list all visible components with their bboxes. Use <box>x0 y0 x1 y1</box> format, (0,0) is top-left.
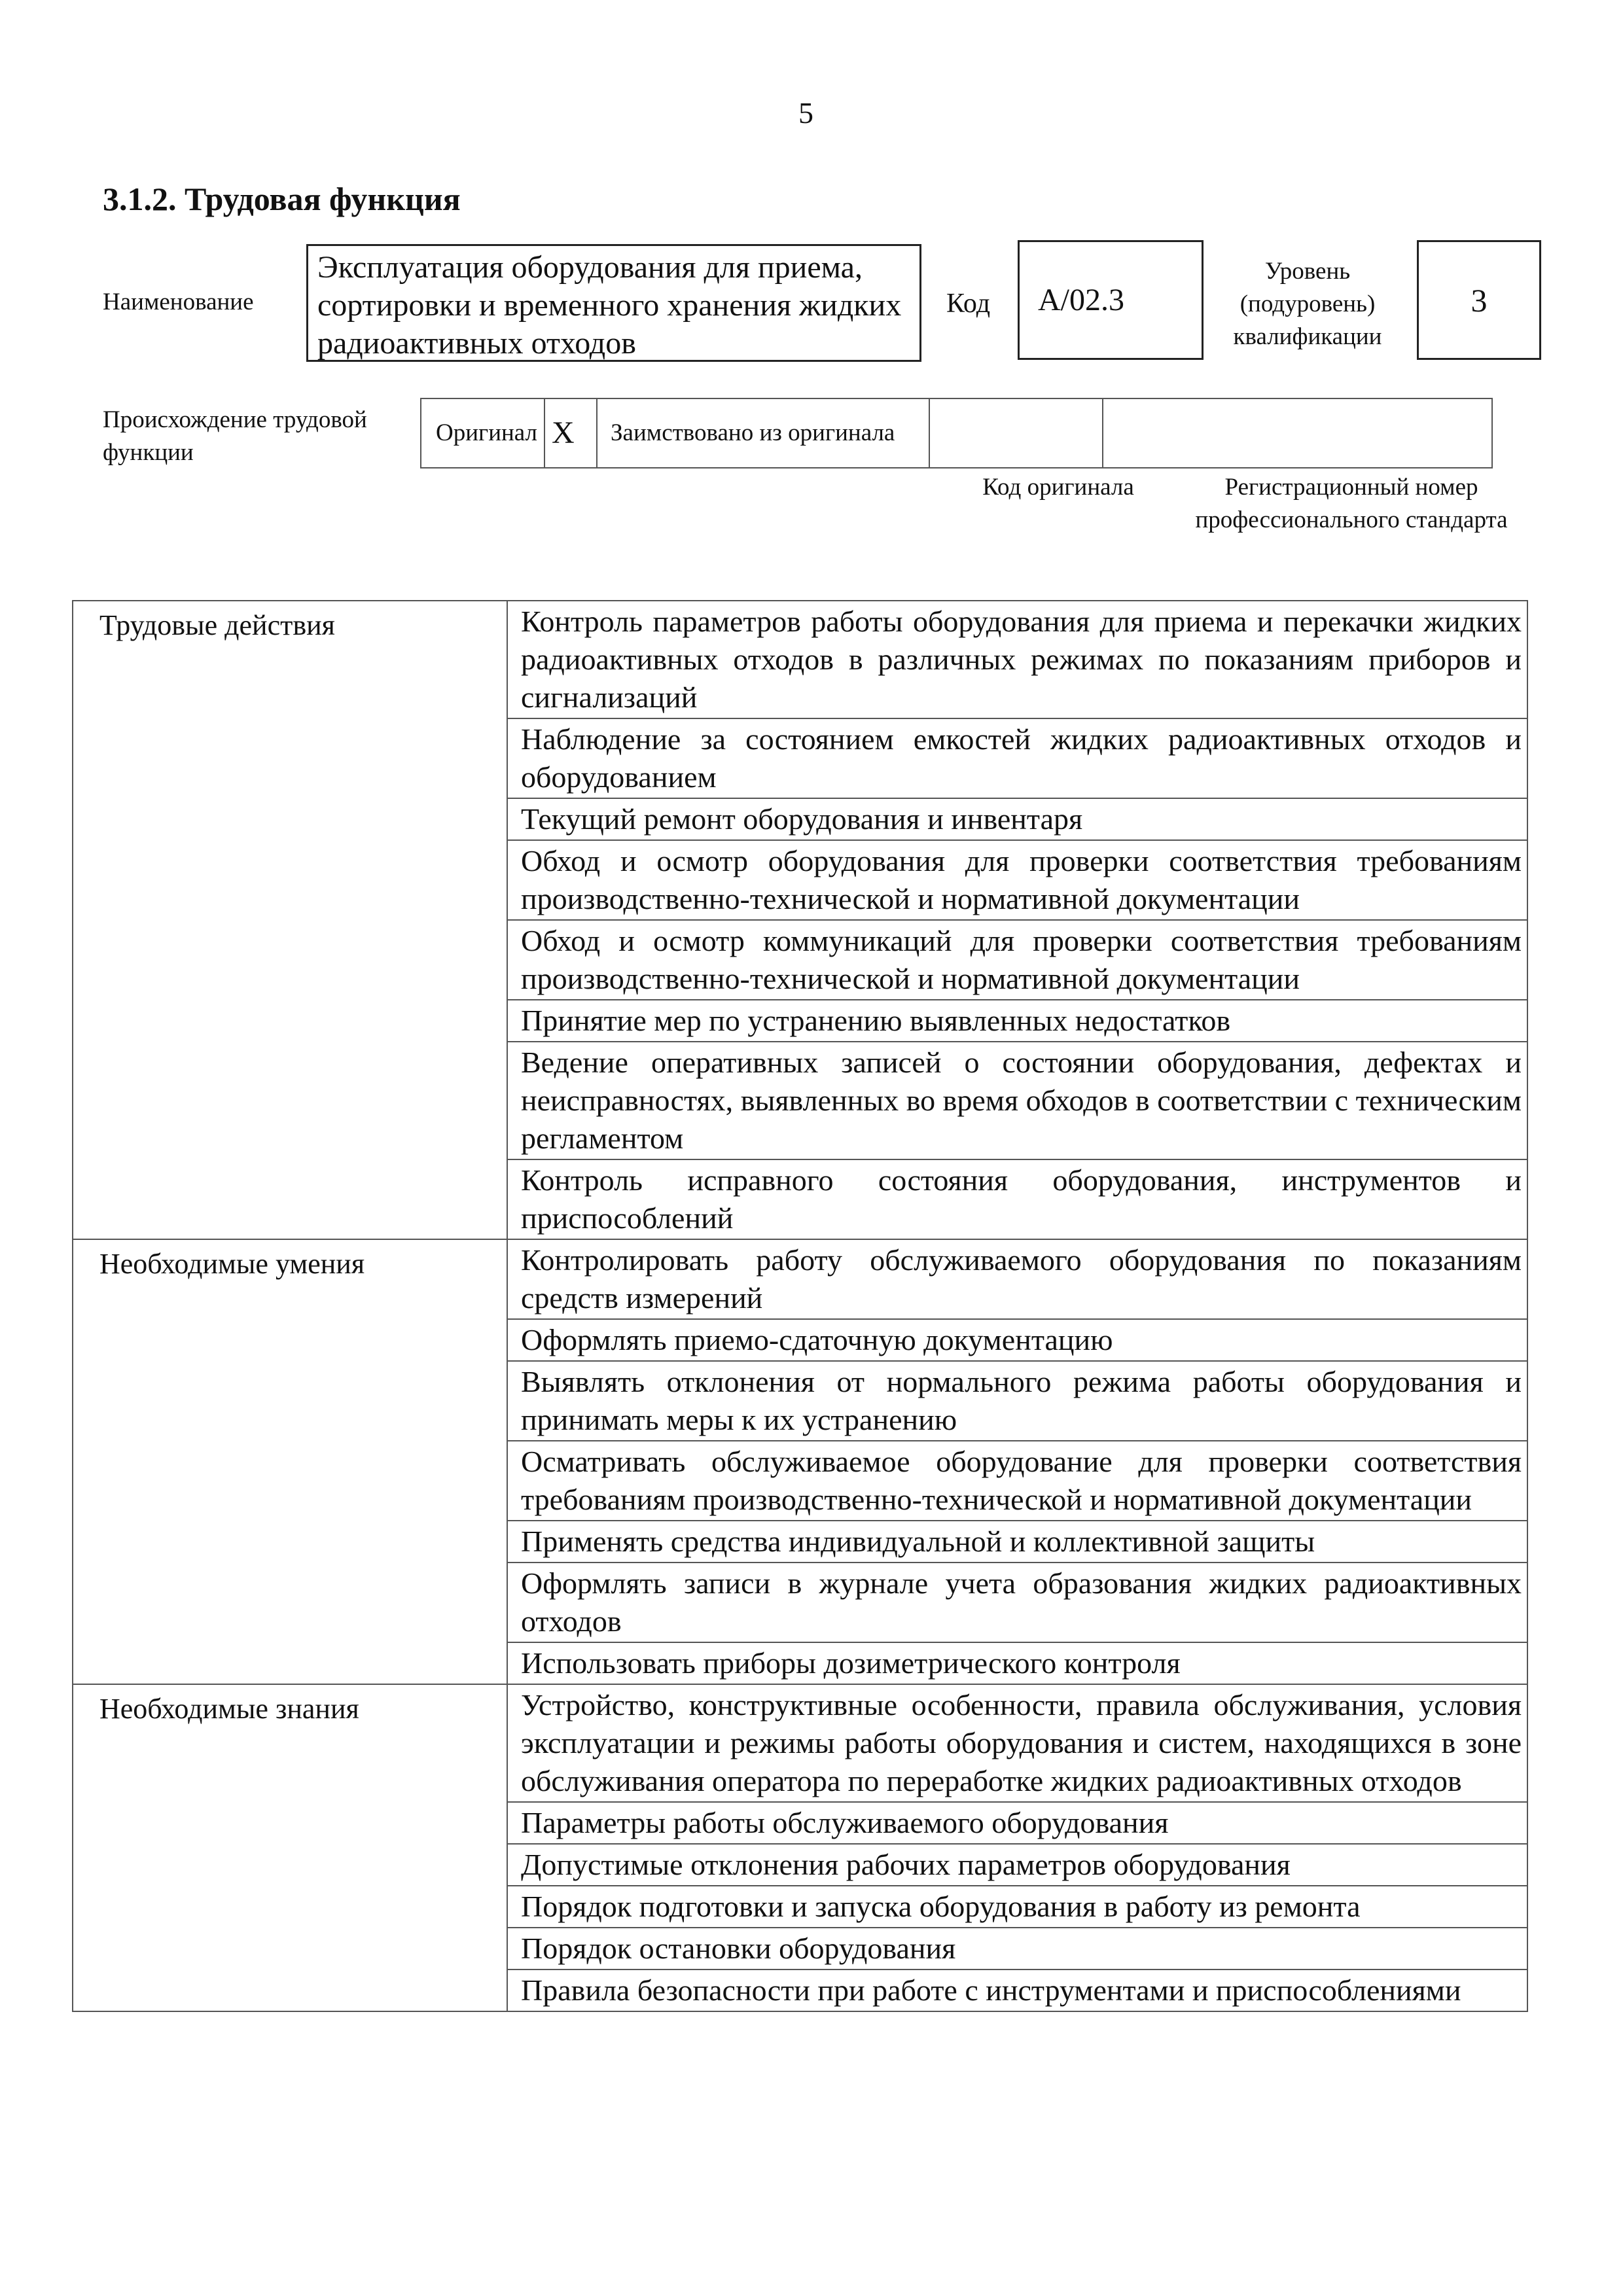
item-cell: Ведение оперативных записей о состоянии оборудования, дефектах и неисправностях, выявленных во время обходов в соответствии с техническим регламентом <box>507 1042 1527 1159</box>
reg-number-caption: Регистрационный номер профессионального стандарта <box>1195 474 1508 533</box>
category-cell: Необходимые знания <box>73 1684 507 2011</box>
labor-function-table <box>72 600 1528 2012</box>
function-name-box: Эксплуатация оборудования для приема, сортировки и временного хранения жидких радиоактивных отходов <box>306 244 921 362</box>
item-cell: Устройство, конструктивные особенности, правила обслуживания, условия эксплуатации и режимы работы оборудования и систем, находящихся в зоне обслуживания оператора по переработке жидких радиоактивных отходов <box>507 1684 1527 1802</box>
item-cell: Осматривать обслуживаемое оборудование для проверки соответствия требованиям производственно-технической и нормативной документации <box>507 1441 1527 1521</box>
item-cell: Выявлять отклонения от нормального режима работы оборудования и принимать меры к их устранению <box>507 1361 1527 1441</box>
table-row <box>73 1684 1527 1802</box>
original-label-cell: Оригинал <box>421 398 544 468</box>
original-code-cell <box>929 398 1103 468</box>
borrowed-label-cell: Заимствовано из оригинала <box>597 398 929 468</box>
original-code-caption: Код оригинала <box>982 474 1134 501</box>
code-label: Код <box>946 289 991 319</box>
function-code-box: А/02.3 <box>1018 240 1204 360</box>
page-number: 5 <box>798 96 813 130</box>
item-cell: Параметры работы обслуживаемого оборудования <box>507 1802 1527 1844</box>
category-cell: Необходимые умения <box>73 1239 507 1684</box>
table-row <box>73 601 1527 718</box>
item-cell: Использовать приборы дозиметрического контроля <box>507 1642 1527 1684</box>
section-title: 3.1.2. Трудовая функция <box>103 181 461 217</box>
item-cell: Обход и осмотр коммуникаций для проверки соответствия требованиям производственно-технической и нормативной документации <box>507 920 1527 1000</box>
item-cell: Текущий ремонт оборудования и инвентаря <box>507 798 1527 840</box>
item-cell: Оформлять приемо-сдаточную документацию <box>507 1319 1527 1361</box>
origin-table <box>420 398 1493 468</box>
item-cell: Оформлять записи в журнале учета образования жидких радиоактивных отходов <box>507 1563 1527 1642</box>
item-cell: Порядок остановки оборудования <box>507 1928 1527 1969</box>
category-cell: Трудовые действия <box>73 601 507 1239</box>
item-cell: Обход и осмотр оборудования для проверки соответствия требованиям производственно-технической и нормативной документации <box>507 840 1527 920</box>
name-label: Наименование <box>103 289 254 315</box>
item-cell: Правила безопасности при работе с инструментами и приспособлениями <box>507 1969 1527 2011</box>
item-cell: Порядок подготовки и запуска оборудования в работу из ремонта <box>507 1886 1527 1928</box>
origin-label: Происхождение трудовой функции <box>103 406 367 466</box>
item-cell: Принятие мер по устранению выявленных недостатков <box>507 1000 1527 1042</box>
qualification-level-box: 3 <box>1417 240 1541 360</box>
item-cell: Допустимые отклонения рабочих параметров оборудования <box>507 1844 1527 1886</box>
reg-number-cell <box>1103 398 1492 468</box>
item-cell: Наблюдение за состоянием емкостей жидких радиоактивных отходов и оборудованием <box>507 718 1527 798</box>
original-mark-cell: Х <box>544 398 597 468</box>
table-row <box>73 1239 1527 1319</box>
qualification-level-label: Уровень (подуровень) квалификации <box>1233 258 1382 350</box>
item-cell: Контроль исправного состояния оборудования, инструментов и приспособлений <box>507 1159 1527 1239</box>
item-cell: Контроль параметров работы оборудования для приема и перекачки жидких радиоактивных отходов в различных режимах по показаниям приборов и сигнализаций <box>507 601 1527 718</box>
item-cell: Применять средства индивидуальной и коллективной защиты <box>507 1521 1527 1563</box>
item-cell: Контролировать работу обслуживаемого оборудования по показаниям средств измерений <box>507 1239 1527 1319</box>
